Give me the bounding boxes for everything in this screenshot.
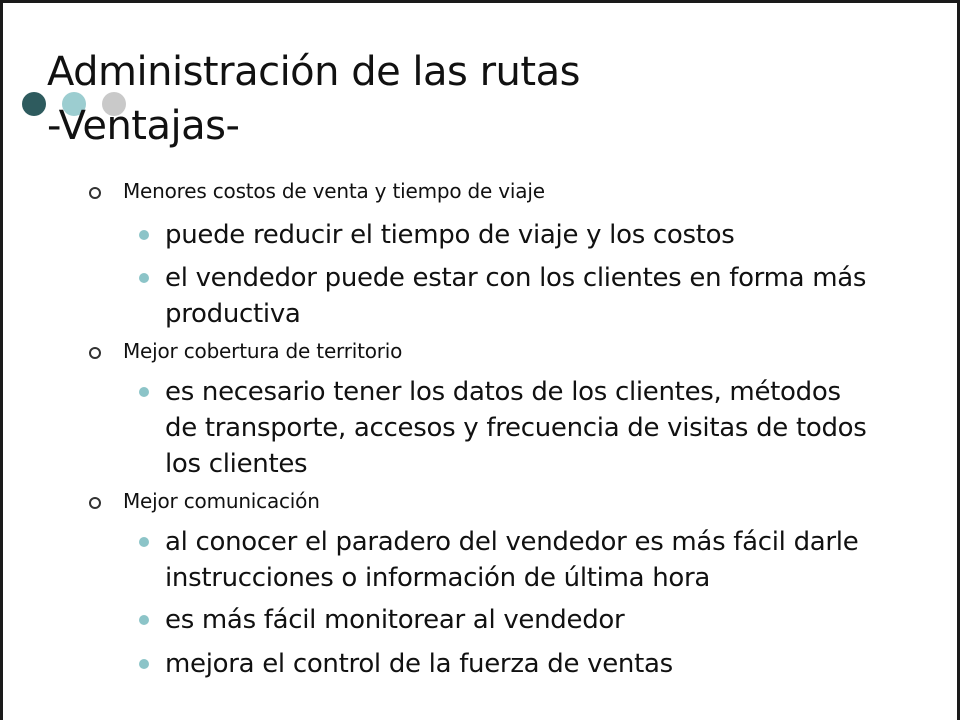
list-item-line: instrucciones o información de última hora bbox=[165, 563, 711, 593]
section-heading: Mejor cobertura de territorio bbox=[123, 339, 403, 363]
section-heading: Mejor comunicación bbox=[123, 489, 320, 513]
list-item-line: es necesario tener los datos de los clientes, métodos bbox=[165, 377, 841, 407]
list-item bbox=[165, 646, 905, 682]
list-item-line: los clientes bbox=[165, 449, 308, 479]
list-item-line: productiva bbox=[165, 299, 301, 329]
list-item-line: al conocer el paradero del vendedor es más fácil darle bbox=[165, 527, 859, 557]
list-item bbox=[165, 374, 905, 482]
dot-bullet-icon bbox=[139, 387, 149, 397]
dot-bullet-icon bbox=[139, 230, 149, 240]
slide-title-line2: -Ventajas- bbox=[47, 103, 240, 149]
dot-bullet-icon bbox=[139, 615, 149, 625]
list-item bbox=[165, 524, 905, 596]
dot-bullet-icon bbox=[139, 659, 149, 669]
list-item-line: el vendedor puede estar con los clientes en forma más bbox=[165, 263, 867, 293]
list-item-line: de transporte, accesos y frecuencia de visitas de todos bbox=[165, 413, 867, 443]
list-item-line: es más fácil monitorear al vendedor bbox=[165, 605, 625, 635]
dot-bullet-icon bbox=[139, 273, 149, 283]
list-item-line: mejora el control de la fuerza de ventas bbox=[165, 649, 673, 679]
list-item-line: puede reducir el tiempo de viaje y los costos bbox=[165, 220, 735, 250]
slide-body bbox=[3, 3, 957, 720]
section-heading: Menores costos de venta y tiempo de viaje bbox=[123, 179, 545, 203]
hollow-bullet-icon bbox=[89, 187, 101, 199]
hollow-bullet-icon bbox=[89, 497, 101, 509]
slide-title-line1: Administración de las rutas bbox=[47, 49, 580, 95]
list-item bbox=[165, 260, 905, 332]
list-item bbox=[165, 217, 905, 253]
dot-bullet-icon bbox=[139, 537, 149, 547]
list-item bbox=[165, 602, 905, 638]
hollow-bullet-icon bbox=[89, 347, 101, 359]
